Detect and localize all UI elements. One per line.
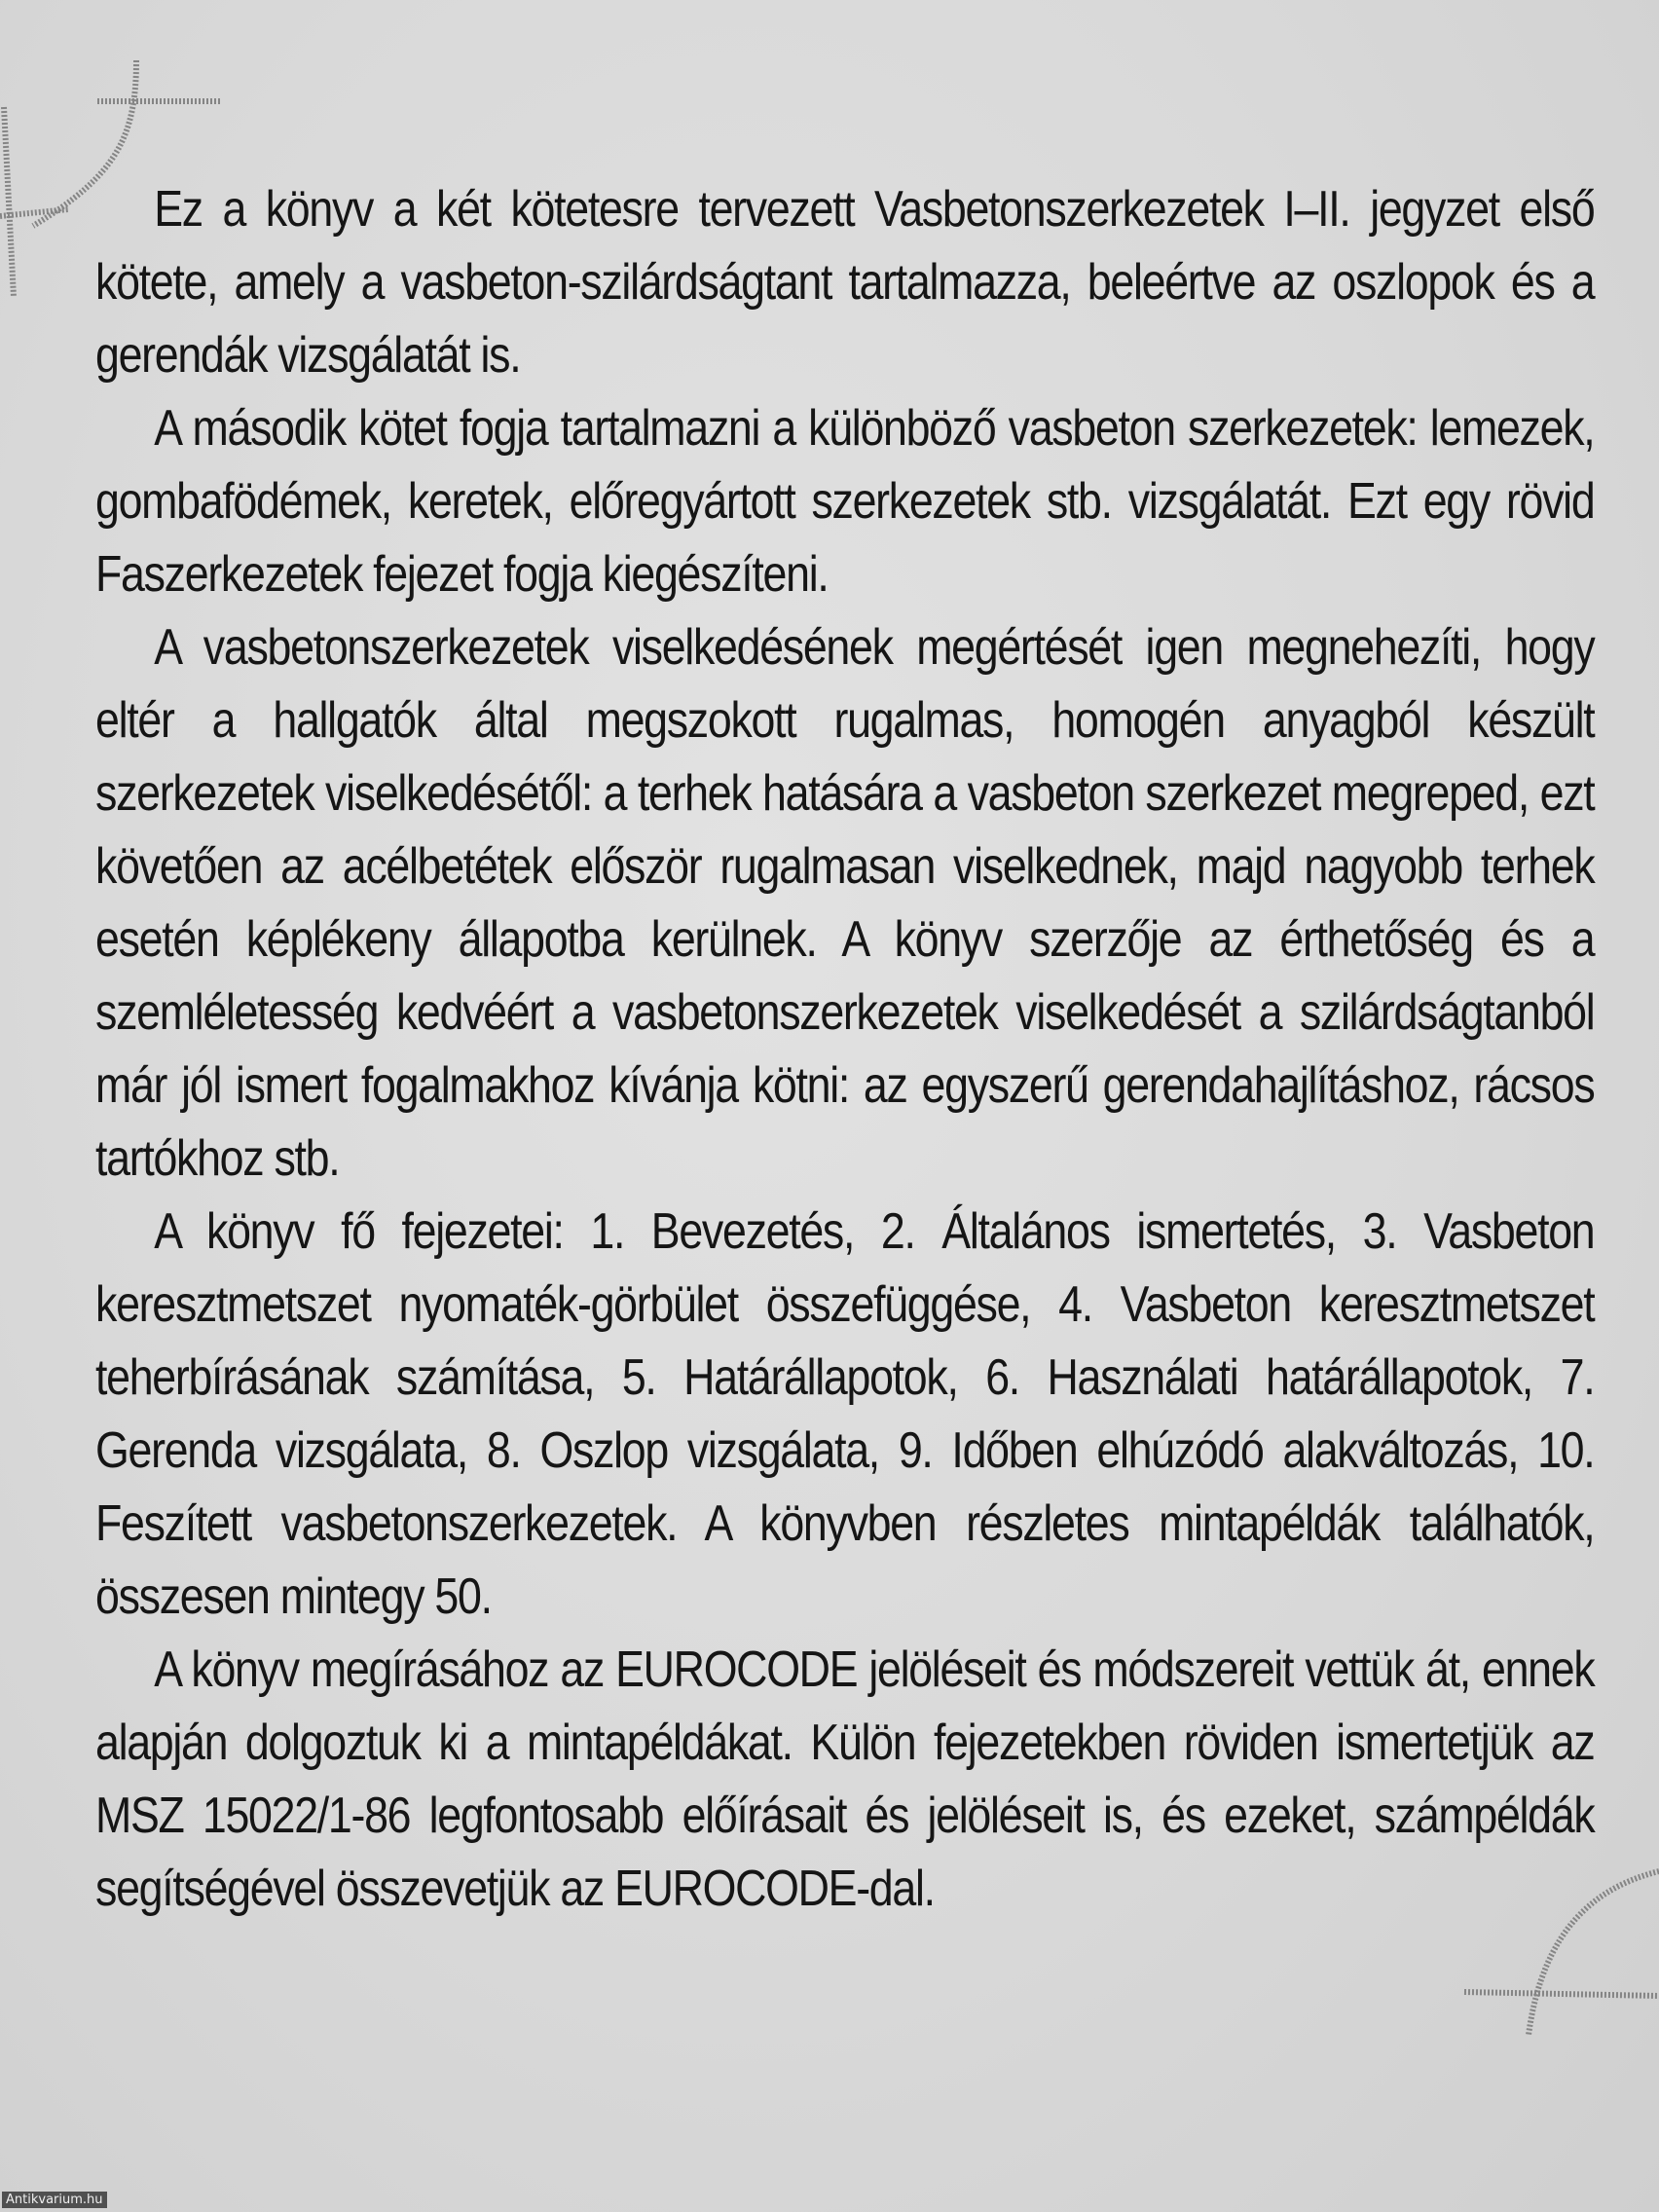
book-description-text <box>95 173 1594 1926</box>
paragraph-eurocode: A könyv megírásához az EUROCODE jelöléseit és módszereit vettük át, ennek alapján dolgoztuk ki a mintapéldákat. Külön fejezetekben röviden ismertetjük az MSZ 15022/1-86 legfontosabb előírásait és jelöléseit is, és ezeket, számpéldák segítségével összevetjük az EUROCODE-dal. <box>95 1641 1595 1917</box>
paragraph-intro: Ez a könyv a két kötetesre tervezett Vasbetonszerkezetek I–II. jegyzet első kötete, amely a vasbeton-szilárdságtant tartalmazza, beleértve az oszlopok és a gerendák vizsgálatát is. <box>95 181 1595 384</box>
site-watermark: Antikvarium.hu <box>2 2192 107 2208</box>
paragraph-chapters: A könyv fő fejezetei: 1. Bevezetés, 2. Általános ismertetés, 3. Vasbeton keresztmetszet nyomaték-görbület összefüggése, 4. Vasbeton keresztmetszet teherbírásának számítása, 5. Határállapotok, 6. Használati határállapotok, 7. Gerenda vizsgálata, 8. Oszlop vizsgálata, 9. Időben elhúzódó alakváltozás, 10. Feszített vasbetonszerkezetek. A könyvben részletes mintapéldák találhatók, összesen mintegy 50. <box>95 1203 1595 1625</box>
paragraph-second-volume: A második kötet fogja tartalmazni a különböző vasbeton szerkezetek: lemezek, gombafödémek, keretek, előregyártott szerkezetek stb. vizsgálatát. Ezt egy rövid Faszerkezetek fejezet fogja kiegészíteni. <box>95 400 1595 603</box>
paragraph-behaviour: A vasbetonszerkezetek viselkedésének megértését igen megnehezíti, hogy eltér a hallgatók által megszokott rugalmas, homogén anyagból készült szerkezetek viselkedésétől: a terhek hatására a vasbeton szerkezet megreped, ezt követően az acélbetétek először rugalmasan viselkednek, majd nagyobb terhek esetén képlékeny állapotba kerülnek. A könyv szerzője az érthetőség és a szemléletesség kedvéért a vasbetonszerkezetek viselkedését a szilárdságtanból már jól ismert fogalmakhoz kívánja kötni: az egyszerű gerendahajlításhoz, rácsos tartókhoz stb. <box>95 619 1595 1187</box>
corner-ornament-bottom-right-icon <box>1451 1830 1659 2045</box>
